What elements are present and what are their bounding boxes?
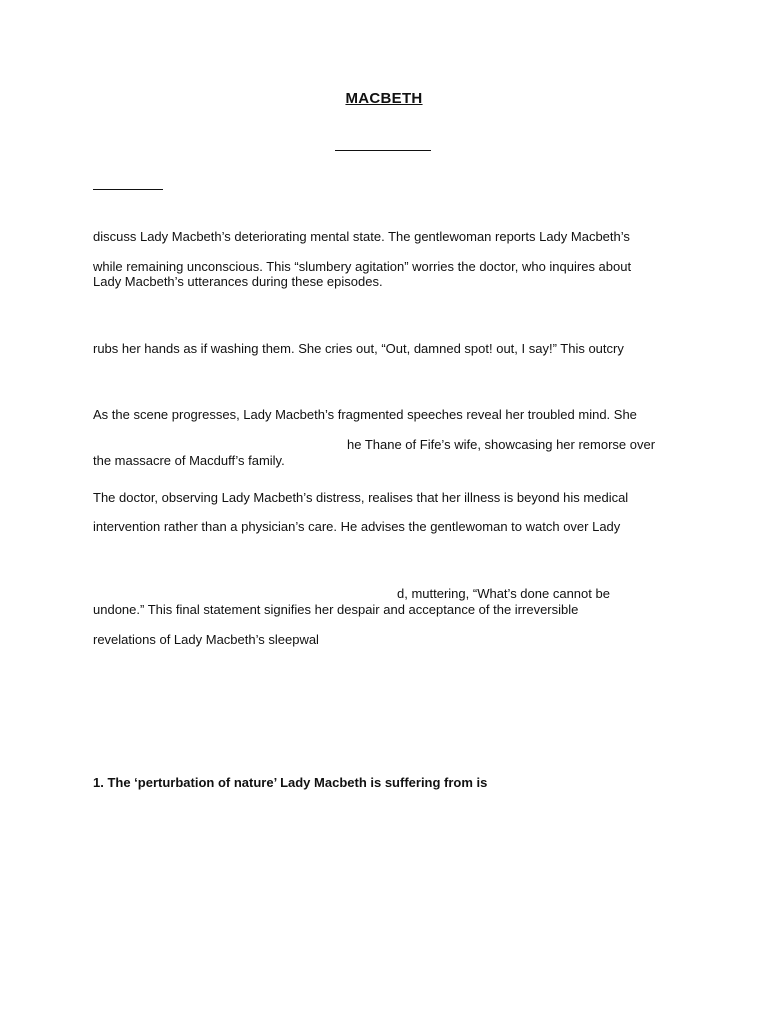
- text-line-11: undone.” This final statement signifies her despair and acceptance of the irreversible: [93, 602, 579, 617]
- text-line-4: rubs her hands as if washing them. She cries out, “Out, damned spot! out, I say!” This outcry: [93, 341, 624, 356]
- title-underline-rule: [335, 150, 431, 151]
- document-title: MACBETH: [345, 90, 423, 107]
- question-1: 1. The ‘perturbation of nature’ Lady Macbeth is suffering from is: [93, 775, 488, 790]
- text-line-8: The doctor, observing Lady Macbeth’s distress, realises that her illness is beyond his medical: [93, 490, 629, 505]
- text-line-6: he Thane of Fife’s wife, showcasing her remorse over: [347, 437, 656, 452]
- text-line-2: while remaining unconscious. This “slumbery agitation” worries the doctor, who inquires about: [93, 259, 632, 274]
- text-line-3: Lady Macbeth’s utterances during these episodes.: [93, 274, 383, 289]
- text-line-7: the massacre of Macduff’s family.: [93, 453, 285, 468]
- left-blank-rule: [93, 189, 163, 190]
- text-line-12: revelations of Lady Macbeth’s sleepwal: [93, 632, 319, 647]
- text-line-9: intervention rather than a physician’s care. He advises the gentlewoman to watch over Lady: [93, 519, 621, 534]
- text-line-5: As the scene progresses, Lady Macbeth’s fragmented speeches reveal her troubled mind. She: [93, 407, 637, 422]
- text-line-1: discuss Lady Macbeth’s deteriorating mental state. The gentlewoman reports Lady Macbeth’s: [93, 229, 630, 244]
- text-line-10: d, muttering, “What’s done cannot be: [397, 586, 610, 601]
